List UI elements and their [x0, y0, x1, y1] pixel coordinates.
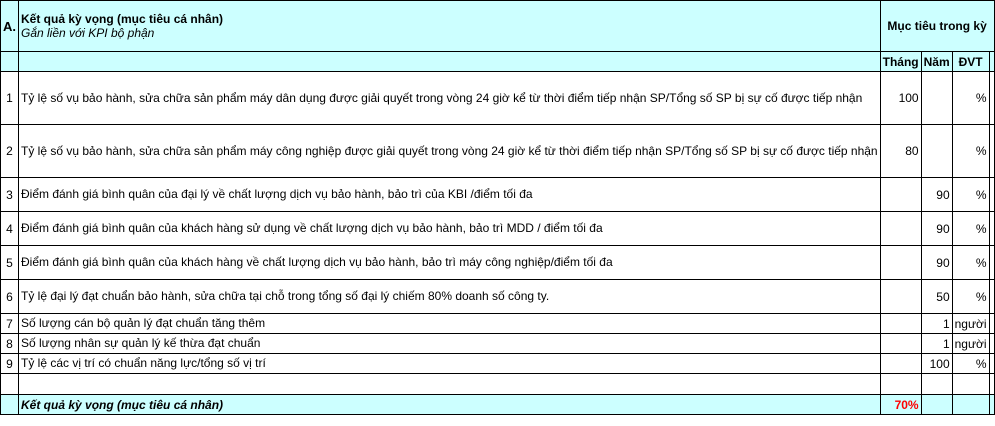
row-description-cell[interactable]: Điểm đánh giá bình quân của khách hàng về chất lượng dịch vụ bảo hành, bảo trì máy công nghiệp/điểm tối đa — [19, 246, 881, 280]
row-description-cell[interactable]: Điểm đánh giá bình quân của khách hàng sử dụng về chất lượng dịch vụ bảo hành, bảo trì MDD / điểm tối đa — [19, 212, 881, 246]
row-year-cell[interactable]: 90 — [921, 178, 952, 212]
row-number-cell[interactable]: 3 — [1, 178, 19, 212]
row-month-cell[interactable] — [880, 212, 921, 246]
header-blank-a[interactable] — [1, 52, 19, 72]
row-extra-cell[interactable] — [989, 246, 994, 280]
total-label[interactable]: Kết quả kỳ vọng (mục tiêu cá nhân) — [19, 395, 881, 415]
total-row — [1, 395, 995, 415]
row-extra-cell[interactable] — [989, 354, 994, 374]
spacer-cell[interactable] — [952, 374, 989, 395]
row-year-cell[interactable]: 1 — [921, 334, 952, 354]
row-number-cell[interactable]: 9 — [1, 354, 19, 374]
table-row — [1, 246, 995, 280]
row-month-cell[interactable] — [880, 334, 921, 354]
row-extra-cell[interactable] — [989, 125, 994, 178]
spacer-cell[interactable] — [1, 374, 19, 395]
total-blank-year[interactable] — [921, 395, 952, 415]
row-unit-cell[interactable]: % — [952, 246, 989, 280]
row-year-cell[interactable]: 90 — [921, 246, 952, 280]
row-unit-cell[interactable]: % — [952, 125, 989, 178]
row-year-cell[interactable]: 100 — [921, 354, 952, 374]
spacer-cell[interactable] — [921, 374, 952, 395]
row-year-cell[interactable] — [921, 72, 952, 125]
table-row — [1, 178, 995, 212]
col-header-month[interactable]: Tháng — [880, 52, 921, 72]
row-description-cell[interactable]: Tỷ lệ số vụ bảo hành, sửa chữa sản phẩm máy công nghiệp được giải quyết trong vòng 24 giờ kể từ thời điểm tiếp nhận SP/Tổng số SP bị sự cố được tiếp nhận — [19, 125, 881, 178]
row-year-cell[interactable]: 50 — [921, 280, 952, 314]
row-year-cell[interactable]: 90 — [921, 212, 952, 246]
total-percent[interactable]: 70% — [880, 395, 921, 415]
row-number-cell[interactable]: 2 — [1, 125, 19, 178]
row-description-cell[interactable]: Số lượng nhân sự quản lý kế thừa đạt chuẩn — [19, 334, 881, 354]
row-description-cell[interactable]: Tỷ lệ các vị trí có chuẩn năng lực/tổng số vị trí — [19, 354, 881, 374]
row-extra-cell[interactable] — [989, 314, 994, 334]
row-number-cell[interactable]: 5 — [1, 246, 19, 280]
row-unit-cell[interactable]: % — [952, 280, 989, 314]
row-description-cell[interactable]: Tỷ lệ đại lý đạt chuẩn bảo hành, sửa chữa tại chỗ trong tổng số đại lý chiếm 80% doanh số công ty. — [19, 280, 881, 314]
header-blank-extra[interactable] — [989, 52, 994, 72]
table-row — [1, 72, 995, 125]
row-year-cell[interactable] — [921, 125, 952, 178]
row-extra-cell[interactable] — [989, 72, 994, 125]
row-month-cell[interactable]: 80 — [880, 125, 921, 178]
row-extra-cell[interactable] — [989, 334, 994, 354]
row-month-cell[interactable] — [880, 354, 921, 374]
table-row — [1, 280, 995, 314]
row-month-cell[interactable]: 100 — [880, 72, 921, 125]
row-description-cell[interactable]: Tỷ lệ số vụ bảo hành, sửa chữa sản phẩm máy dân dụng được giải quyết trong vòng 24 giờ kể từ thời điểm tiếp nhận SP/Tổng số SP bị sự cố được tiếp nhận — [19, 72, 881, 125]
table-row — [1, 314, 995, 334]
row-number-cell[interactable]: 1 — [1, 72, 19, 125]
row-month-cell[interactable] — [880, 314, 921, 334]
table-row — [1, 125, 995, 178]
row-extra-cell[interactable] — [989, 212, 994, 246]
row-description-cell[interactable]: Số lượng cán bộ quản lý đạt chuẩn tăng thêm — [19, 314, 881, 334]
table-row — [1, 334, 995, 354]
total-blank-cell[interactable] — [1, 395, 19, 415]
spacer-cell[interactable] — [880, 374, 921, 395]
row-number-cell[interactable]: 4 — [1, 212, 19, 246]
row-unit-cell[interactable]: % — [952, 178, 989, 212]
row-number-cell[interactable]: 7 — [1, 314, 19, 334]
row-month-cell[interactable] — [880, 246, 921, 280]
spacer-cell[interactable] — [989, 374, 994, 395]
row-unit-cell[interactable]: % — [952, 72, 989, 125]
col-header-unit[interactable]: ĐVT — [952, 52, 989, 72]
col-header-year[interactable]: Năm — [921, 52, 952, 72]
target-header-cell[interactable]: Mục tiêu trong kỳ — [880, 1, 994, 52]
row-month-cell[interactable] — [880, 178, 921, 212]
row-year-cell[interactable]: 1 — [921, 314, 952, 334]
section-subtitle: Gắn liền với KPI bộ phận — [21, 26, 155, 40]
header-blank-desc[interactable] — [19, 52, 881, 72]
row-description-cell[interactable]: Điểm đánh giá bình quân của đại lý về chất lượng dịch vụ bảo hành, bảo trì của KBI /điểm tối đa — [19, 178, 881, 212]
row-unit-cell[interactable]: % — [952, 212, 989, 246]
table-row — [1, 212, 995, 246]
spacer-cell[interactable] — [19, 374, 881, 395]
section-title-cell[interactable] — [19, 1, 881, 52]
row-number-cell[interactable]: 8 — [1, 334, 19, 354]
row-unit-cell[interactable]: người — [952, 314, 989, 334]
row-extra-cell[interactable] — [989, 280, 994, 314]
row-month-cell[interactable] — [880, 280, 921, 314]
row-unit-cell[interactable]: người — [952, 334, 989, 354]
section-label-cell[interactable]: A. — [1, 1, 19, 52]
row-number-cell[interactable]: 6 — [1, 280, 19, 314]
row-extra-cell[interactable] — [989, 178, 994, 212]
row-unit-cell[interactable]: % — [952, 354, 989, 374]
total-blank-unit[interactable] — [952, 395, 989, 415]
table-row — [1, 354, 995, 374]
section-title: Kết quả kỳ vọng (mục tiêu cá nhân) — [21, 12, 224, 26]
total-blank-extra[interactable] — [989, 395, 994, 415]
spacer-row — [1, 374, 995, 395]
